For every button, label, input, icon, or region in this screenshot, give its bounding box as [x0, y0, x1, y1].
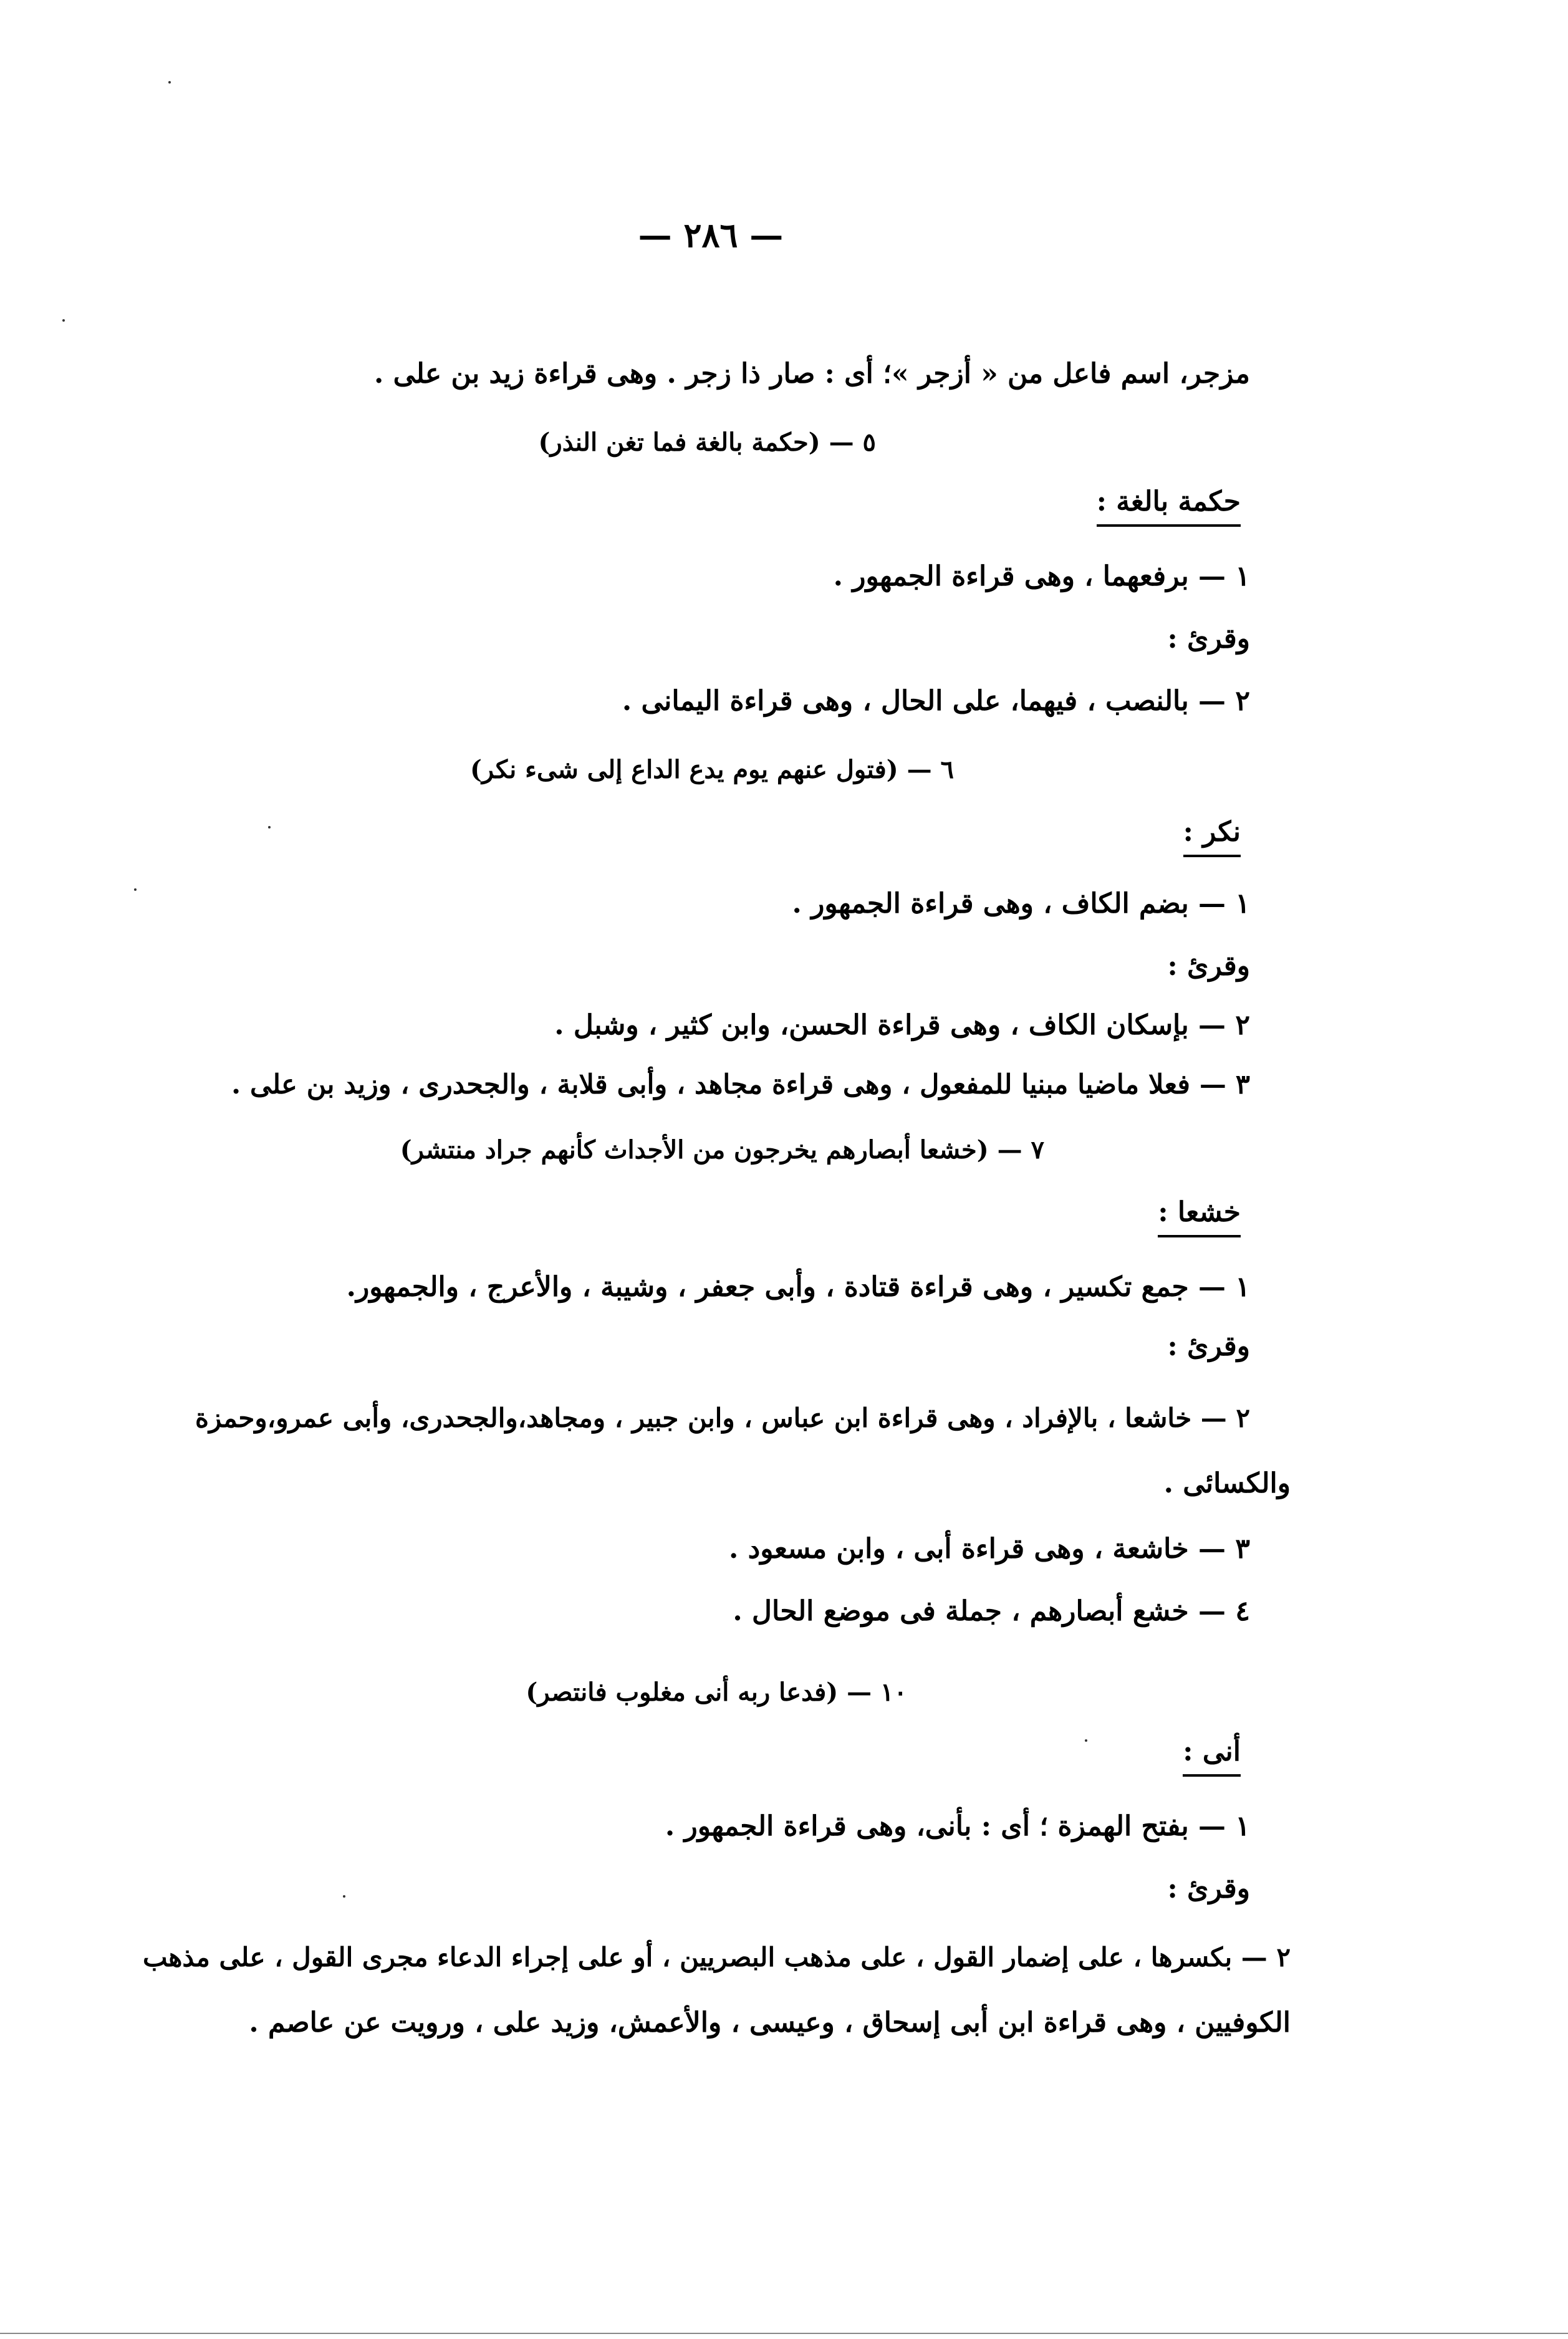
text-line: ١ — برفعهما ، وهى قراءة الجمهور . — [833, 560, 1250, 592]
text-line: وقرئ : — [1167, 1873, 1250, 1904]
text-line: ٣ — فعلا ماضيا مبنيا للمفعول ، وهى قراءة مجاهد ، وأبى قلابة ، والجحدرى ، وزيد بن على . — [231, 1069, 1250, 1100]
verse-line: ٥ — (حكمة بالغة فما تغن النذر) — [538, 428, 876, 457]
scan-speck — [268, 826, 271, 828]
text-line: ١ — بفتح الهمزة ؛ أى : بأنى، وهى قراءة الجمهور . — [665, 1810, 1250, 1842]
section-heading: أنى : — [1183, 1733, 1241, 1777]
text-line: وقرئ : — [1167, 950, 1250, 982]
text-line: وقرئ : — [1167, 1330, 1250, 1362]
text-line: الكوفيين ، وهى قراءة ابن أبى إسحاق ، وعيسى ، والأعمش، وزيد على ، ورويت عن عاصم . — [249, 2007, 1291, 2039]
text-line: ٢ — بالنصب ، فيهما، على الحال ، وهى قراءة اليمانى . — [622, 685, 1250, 717]
page-number: — ٢٨٦ — — [638, 215, 784, 255]
text-line: والكسائى . — [1163, 1467, 1291, 1499]
verse-line: ٦ — (فتول عنهم يوم يدع الداع إلى شىء نكر) — [469, 755, 954, 784]
text-line: ٣ — خاشعة ، وهى قراءة أبى ، وابن مسعود . — [729, 1533, 1250, 1565]
text-line: وقرئ : — [1167, 623, 1250, 655]
text-line: ١ — جمع تكسير ، وهى قراءة قتادة ، وأبى جعفر ، وشيبة ، والأعرج ، والجمهور. — [346, 1271, 1250, 1303]
section-heading: نكر : — [1183, 814, 1241, 857]
scan-speck — [168, 81, 171, 84]
section-heading: خشعا : — [1158, 1194, 1241, 1237]
verse-line: ٧ — (خشعا أبصارهم يخرجون من الأجداث كأنهم جراد منتشر) — [400, 1135, 1044, 1165]
text-line: ١ — بضم الكاف ، وهى قراءة الجمهور . — [792, 888, 1250, 920]
text-line: ٢ — بكسرها ، على إضمار القول ، على مذهب البصريين ، أو على إجراء الدعاء مجرى القول ، على مذهب — [142, 1942, 1291, 1972]
scan-speck — [134, 888, 137, 891]
page-bottom-edge — [0, 2333, 1568, 2334]
scan-speck — [343, 1895, 345, 1898]
scan-speck — [1085, 1739, 1087, 1742]
scan-speck — [62, 319, 65, 322]
text-line: ٤ — خشع أبصارهم ، جملة فى موضع الحال . — [733, 1595, 1250, 1627]
text-line: مزجر، اسم فاعل من « أزجر »؛ أى : صار ذا زجر . وهى قراءة زيد بن على . — [374, 358, 1250, 390]
section-heading: حكمة بالغة : — [1097, 483, 1241, 527]
text-line: ٢ — بإسكان الكاف ، وهى قراءة الحسن، وابن كثير ، وشبل . — [554, 1009, 1250, 1041]
verse-line: ١٠ — (فدعا ربه أنى مغلوب فانتصر) — [526, 1678, 907, 1707]
text-line: ٢ — خاشعا ، بالإفراد ، وهى قراءة ابن عباس ، وابن جبير ، ومجاهد،والجحدرى، وأبى عمرو،وحمزة — [195, 1403, 1250, 1433]
